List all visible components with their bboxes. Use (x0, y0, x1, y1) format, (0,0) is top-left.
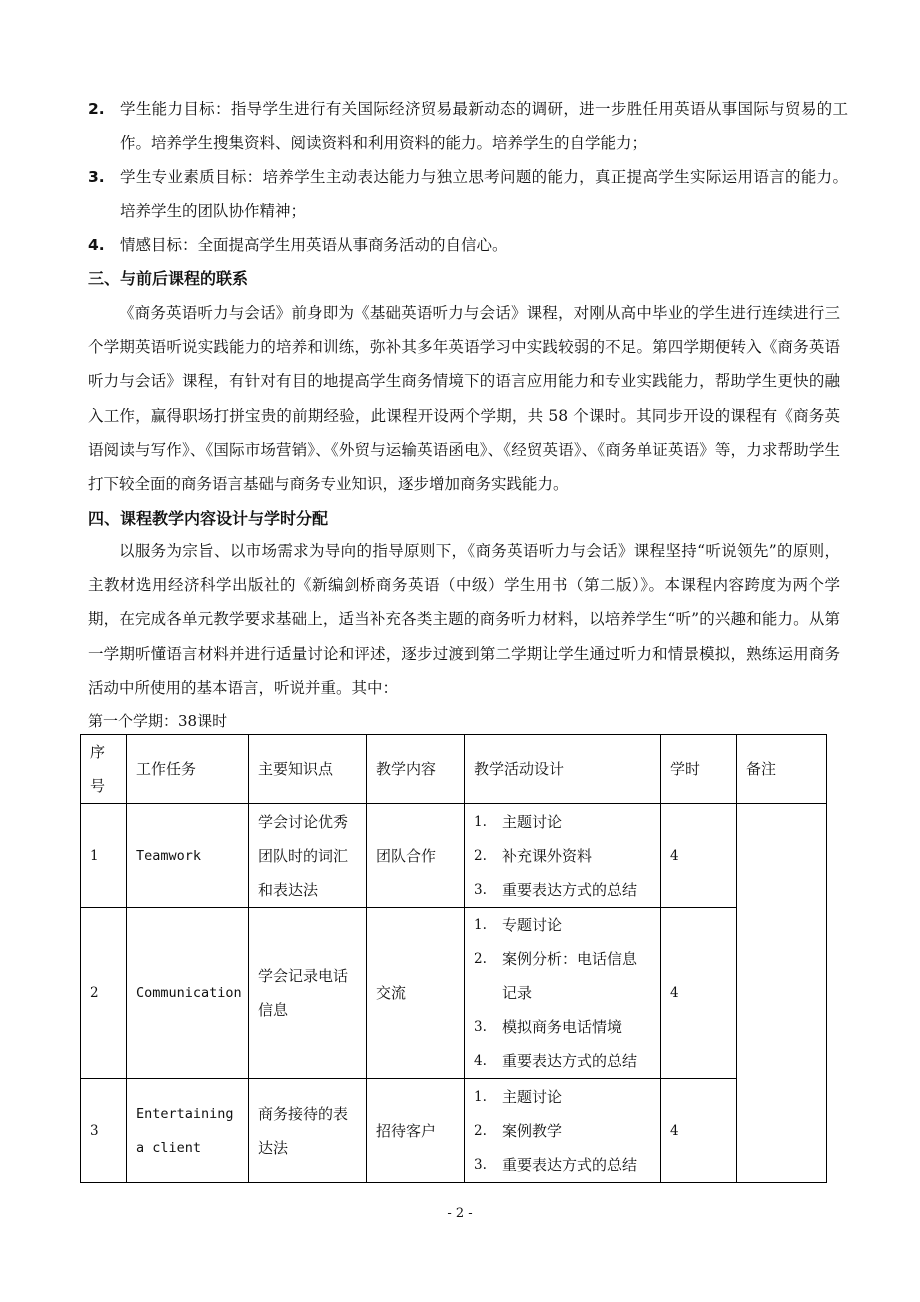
activity-item (474, 1080, 651, 1114)
activity-number: 4. (474, 1053, 487, 1069)
list-item-4 (88, 228, 848, 262)
cell-remarks (737, 804, 827, 1183)
cell-activities (465, 804, 661, 908)
activity-item (474, 1114, 651, 1148)
header-knowledge: 主要知识点 (249, 735, 367, 804)
activity-number: 1. (474, 917, 487, 933)
section-heading-3: 三、与前后课程的联系 (88, 269, 249, 288)
header-remarks: 备注 (737, 735, 827, 804)
list-item-2 (88, 92, 848, 160)
activity-item (474, 873, 651, 907)
cell-task: Teamwork (127, 804, 249, 908)
cell-knowledge: 商务接待的表达法 (249, 1079, 367, 1183)
activity-number: 1. (474, 813, 487, 830)
table-row (81, 908, 827, 1079)
cell-hours: 4 (661, 1079, 737, 1183)
activity-text: 主题讨论 (502, 1087, 563, 1106)
table-header-row (81, 735, 827, 804)
list-text: 学生能力目标：指导学生进行有关国际经济贸易最新动态的调研，进一步胜任用英语从事国际与贸易的工作。培养学生搜集资料、阅读资料和利用资料的能力。培养学生的自学能力； (120, 100, 848, 152)
activity-number: 3. (474, 1019, 487, 1035)
cell-content: 团队合作 (367, 804, 465, 908)
activity-item (474, 942, 651, 1010)
header-activities: 教学活动设计 (465, 735, 661, 804)
activity-text: 模拟商务电话情境 (502, 1018, 623, 1036)
cell-activities (465, 908, 661, 1079)
cell-content: 交流 (367, 908, 465, 1079)
header-no: 序号 (81, 735, 127, 804)
activity-item (474, 1010, 651, 1044)
cell-no: 1 (81, 804, 127, 908)
cell-task: Communication (127, 908, 249, 1079)
page-number: - 2 - (447, 1206, 473, 1221)
cell-hours: 4 (661, 804, 737, 908)
header-content: 教学内容 (367, 735, 465, 804)
activity-number: 3. (474, 881, 487, 898)
activity-text: 案例教学 (502, 1121, 563, 1140)
list-item-3 (88, 160, 848, 228)
header-task: 工作任务 (127, 735, 249, 804)
cell-task: Entertaining a client (127, 1079, 249, 1183)
activity-text: 主题讨论 (502, 812, 563, 831)
cell-hours: 4 (661, 908, 737, 1079)
section-heading-4: 四、课程教学内容设计与学时分配 (88, 509, 329, 528)
table-row (81, 1079, 827, 1183)
activity-list (474, 908, 651, 1078)
activity-text: 重要表达方式的总结 (502, 1052, 638, 1070)
activity-item (474, 1148, 651, 1182)
cell-activities (465, 1079, 661, 1183)
activity-number: 1. (474, 1088, 487, 1105)
cell-no: 2 (81, 908, 127, 1079)
activity-number: 2. (474, 847, 487, 864)
list-number: 3. (88, 168, 105, 186)
header-hours: 学时 (661, 735, 737, 804)
table-row (81, 804, 827, 908)
list-text: 学生专业素质目标：培养学生主动表达能力与独立思考问题的能力，真正提高学生实际运用语言的能力。培养学生的团队协作精神； (120, 168, 848, 220)
activity-item (474, 805, 651, 839)
activity-item (474, 908, 651, 942)
activity-list (474, 1080, 651, 1182)
activity-number: 2. (474, 1122, 487, 1139)
activity-text: 重要表达方式的总结 (502, 880, 638, 899)
activity-text: 补充课外资料 (502, 846, 593, 865)
list-number: 4. (88, 236, 105, 254)
cell-no: 3 (81, 1079, 127, 1183)
list-number: 2. (88, 100, 105, 118)
activity-number: 2. (474, 951, 487, 967)
cell-content: 招待客户 (367, 1079, 465, 1183)
activity-text: 重要表达方式的总结 (502, 1155, 638, 1174)
cell-knowledge: 学会记录电话信息 (249, 908, 367, 1079)
section4-paragraph: 以服务为宗旨、以市场需求为导向的指导原则下，《商务英语听力与会话》课程坚持“听说领先”的原则，主教材选用经济科学出版社的《新编剑桥商务英语（中级）学生用书（第二版）》。本课程内容跨度为两个学期，在完成各单元教学要求基础上，适当补充各类主题的商务听力材料，以培养学生“听”的兴趣和能力。从第一学期听懂语言材料并进行适量讨论和评述，逐步过渡到第二学期让学生通过听力和情景模拟，熟练运用商务活动中所使用的基本语言，听说并重。其中： (88, 542, 840, 697)
table-caption: 第一个学期：38课时 (88, 712, 228, 730)
list-text: 情感目标：全面提高学生用英语从事商务活动的自信心。 (120, 236, 508, 254)
activity-item (474, 839, 651, 873)
section3-paragraph: 《商务英语听力与会话》前身即为《基础英语听力与会话》课程，对刚从高中毕业的学生进行连续进行三个学期英语听说实践能力的培养和训练，弥补其多年英语学习中实践较弱的不足。第四学期便转入《商务英语听力与会话》课程，有针对有目的地提高学生商务情境下的语言应用能力和专业实践能力，帮助学生更快的融入工作，赢得职场打拼宝贵的前期经验，此课程开设两个学期，共 58 个课时。其同步开设的课程有《商务英语阅读与写作》、《国际市场营销》、《外贸与运输英语函电》、《经贸英语》、《商务单证英语》等，力求帮助学生打下较全面的商务语言基础与商务专业知识，逐步增加商务实践能力。 (88, 304, 840, 494)
activity-number: 3. (474, 1156, 487, 1173)
course-schedule-table (80, 734, 827, 1183)
activity-item (474, 1044, 651, 1078)
cell-knowledge: 学会讨论优秀团队时的词汇和表达法 (249, 804, 367, 908)
activity-list (474, 805, 651, 907)
activity-text: 专题讨论 (502, 916, 563, 934)
activity-text: 案例分析：电话信息记录 (502, 950, 638, 1002)
